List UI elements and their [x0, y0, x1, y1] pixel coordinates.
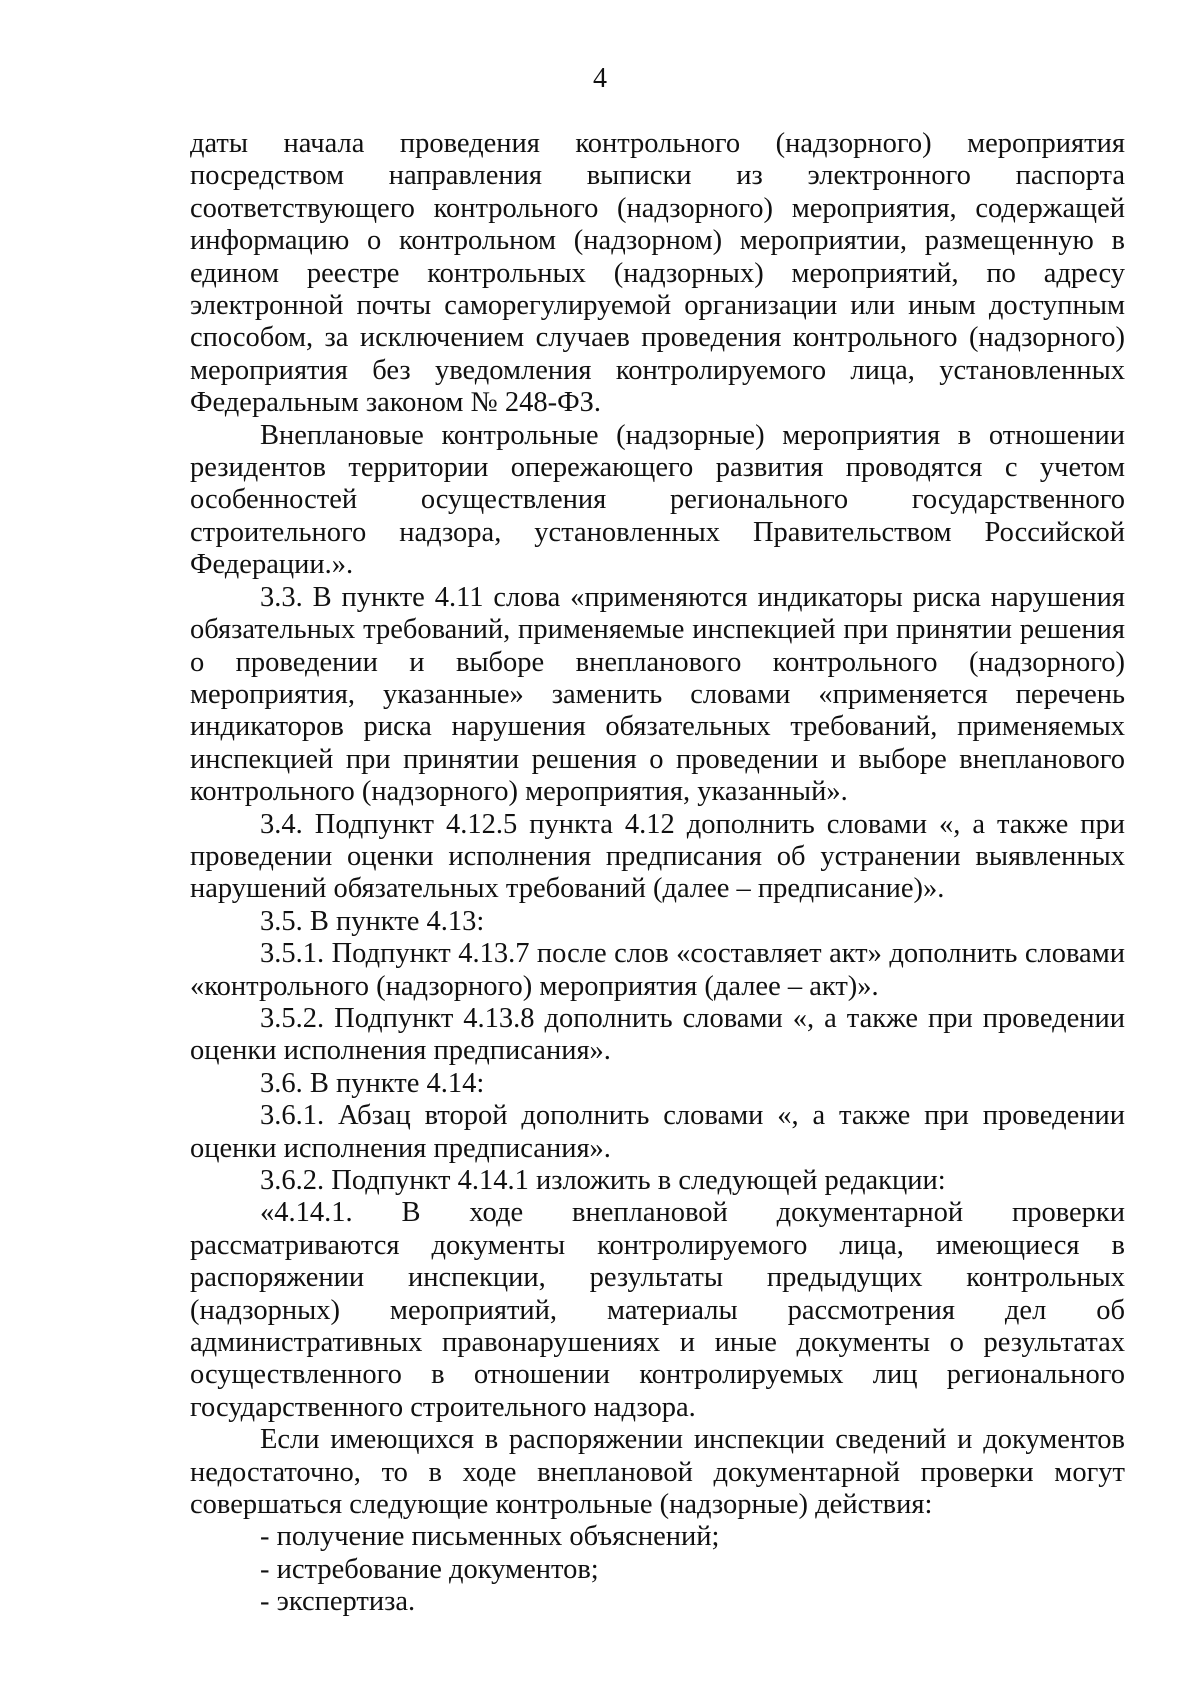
paragraph-3-3: 3.3. В пункте 4.11 слова «применяются индикаторы риска нарушения обязательных требований, применяемые инспекцией при принятии решения о проведении и выборе внепланового контрольного (надзорного) мероприятия, указанные» заменить словами «применяется перечень индикаторов риска нарушения обязательных требований, применяемых инспекцией при принятии решения о проведении и выборе внепланового контрольного (надзорного) мероприятия, указанный».: [190, 581, 1125, 808]
paragraph-3-6-1: 3.6.1. Абзац второй дополнить словами «, а также при проведении оценки исполнения предписания».: [190, 1100, 1125, 1164]
list-item: - получение письменных объяснений;: [260, 1521, 720, 1553]
list-item: - истребование документов;: [260, 1553, 599, 1585]
paragraph-continuation: даты начала проведения контрольного (надзорного) мероприятия посредством направления выписки из электронного паспорта соответствующего контрольного (надзорного) мероприятия, содержащей информацию о контрольном (надзорном) мероприятии, размещенную в едином реестре контрольных (надзорных) мероприятий, по адресу электронной почты саморегулируемой организации или иным доступным способом, за исключением случаев проведения контрольного (надзорного) мероприятия без уведомления контролируемого лица, установленных Федеральным законом № 248-ФЗ.: [190, 128, 1125, 419]
paragraph-3-5-2: 3.5.2. Подпункт 4.13.8 дополнить словами «, а также при проведении оценки исполнения предписания».: [190, 1002, 1125, 1067]
document-body: [190, 128, 1125, 1619]
page-number: 4: [593, 63, 607, 94]
paragraph-3-4: 3.4. Подпункт 4.12.5 пункта 4.12 дополнить словами «, а также при проведении оценки исполнения предписания об устранении выявленных нарушений обязательных требований (далее – предписание)».: [190, 808, 1125, 905]
paragraph-3-6: 3.6. В пункте 4.14:: [260, 1067, 485, 1099]
paragraph-3-6-2: 3.6.2. Подпункт 4.14.1 изложить в следующей редакции:: [260, 1165, 946, 1196]
paragraph-insufficient-info: Если имеющихся в распоряжении инспекции сведений и документов недостаточно, то в ходе внеплановой документарной проверки могут совершаться следующие контрольные (надзорные) действия:: [190, 1424, 1125, 1521]
paragraph-3-5-1: 3.5.1. Подпункт 4.13.7 после слов «составляет акт» дополнить словами «контрольного (надзорного) мероприятия (далее – акт)».: [190, 938, 1125, 1002]
paragraph-unscheduled-events: Внеплановые контрольные (надзорные) мероприятия в отношении резидентов территории опережающего развития проводятся с учетом особенностей осуществления регионального государственного строительного надзора, установленных Правительством Российской Федерации.».: [190, 419, 1125, 581]
paragraph-4-14-1: «4.14.1. В ходе внеплановой документарной проверки рассматриваются документы контролируемого лица, имеющиеся в распоряжении инспекции, результаты предыдущих контрольных (надзорных) мероприятий, материалы рассмотрения дел об административных правонарушениях и иные документы о результатах осуществленного в отношении контролируемых лиц регионального государственного строительного надзора.: [190, 1197, 1125, 1423]
list-item: - экспертиза.: [260, 1586, 416, 1618]
paragraph-3-5: 3.5. В пункте 4.13:: [260, 905, 485, 937]
